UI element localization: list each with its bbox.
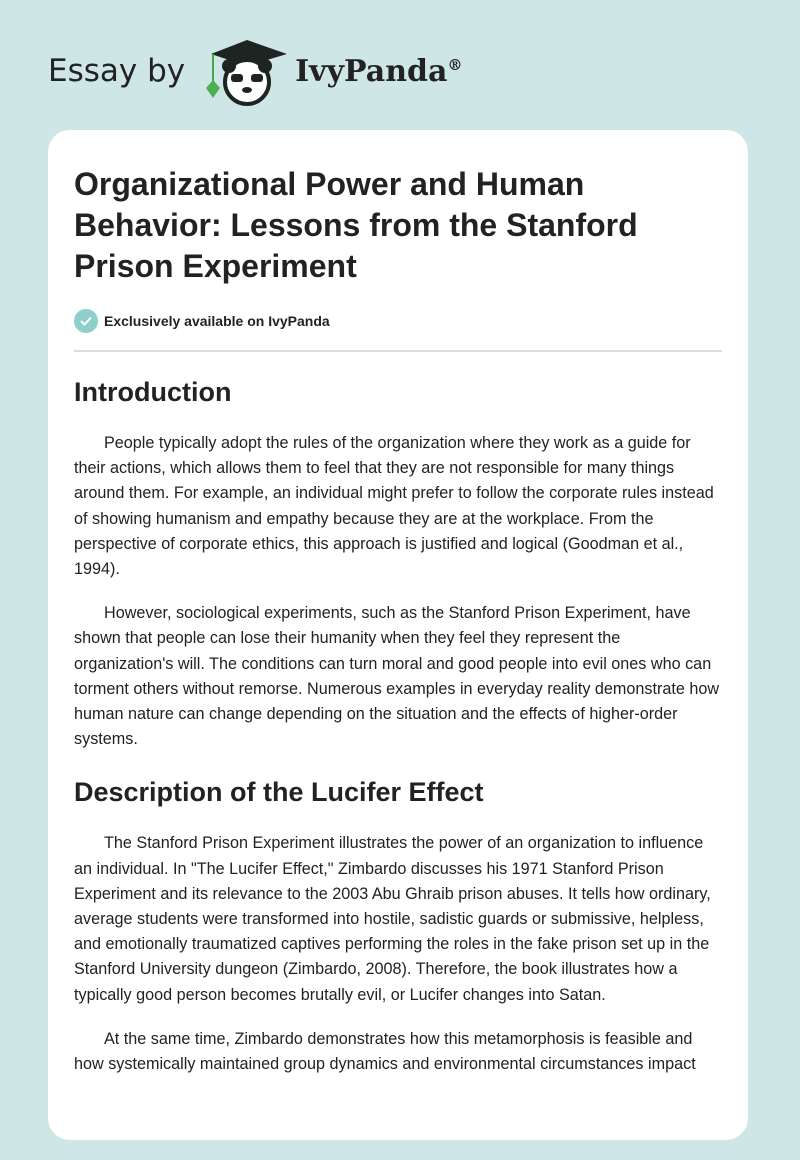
paragraph: However, sociological experiments, such as the Stanford Prison Experiment, have shown that people can lose their humanity when they feel they represent the organization's will. The conditions can turn moral and good people into evil ones who can torment others without remorse. Numerous examples in everyday reality demonstrate how human nature can change depending on the situation and the effects of higher-order systems. [74, 604, 720, 749]
essay-title: Organizational Power and Human Behavior: Lessons from the Stanford Prison Experiment [74, 166, 638, 284]
site-header [48, 36, 462, 106]
brand-name [295, 54, 462, 89]
ivypanda-logo-icon [203, 36, 291, 106]
check-icon [74, 309, 98, 333]
badge-text: Exclusively available on IvyPanda [104, 313, 330, 329]
exclusive-badge [74, 309, 722, 333]
essay-card [48, 130, 748, 1140]
section-heading: Introduction [74, 377, 232, 407]
registered-mark: ® [447, 55, 463, 74]
section-heading: Description of the Lucifer Effect [74, 777, 484, 808]
paragraph: The Stanford Prison Experiment illustrates the power of an organization to influence an individual. In "The Lucifer Effect," Zimbardo discusses his 1971 Stanford Prison Experiment and its relevance to the 2003 Abu Ghraib prison abuses. It tells how ordinary, average students were transformed into hostile, sadistic guards or submissive, helpless, and emotionally traumatized captives performing the roles in the fake prison set up in the Stanford University dungeon (Zimbardo, 2008). Therefore, the book illustrates how a typically good person becomes brutally evil, or Lucifer changes into Satan. [74, 834, 711, 1004]
essay-by-label: Essay by [48, 53, 186, 89]
divider [74, 350, 722, 352]
brand-text: IvyPanda [295, 53, 448, 89]
paragraph: At the same time, Zimbardo demonstrates how this metamorphosis is feasible and how systemically maintained group dynamics and environmental circumstances impact [74, 1029, 696, 1074]
paragraph: People typically adopt the rules of the organization where they work as a guide for their actions, which allows them to feel that they are not responsible for many things around them. For example, an individual might prefer to follow the corporate rules instead of showing humanism and empathy because they are at the workplace. From the perspective of corporate ethics, this approach is justified and logical (Goodman et al., 1994). [74, 434, 714, 579]
